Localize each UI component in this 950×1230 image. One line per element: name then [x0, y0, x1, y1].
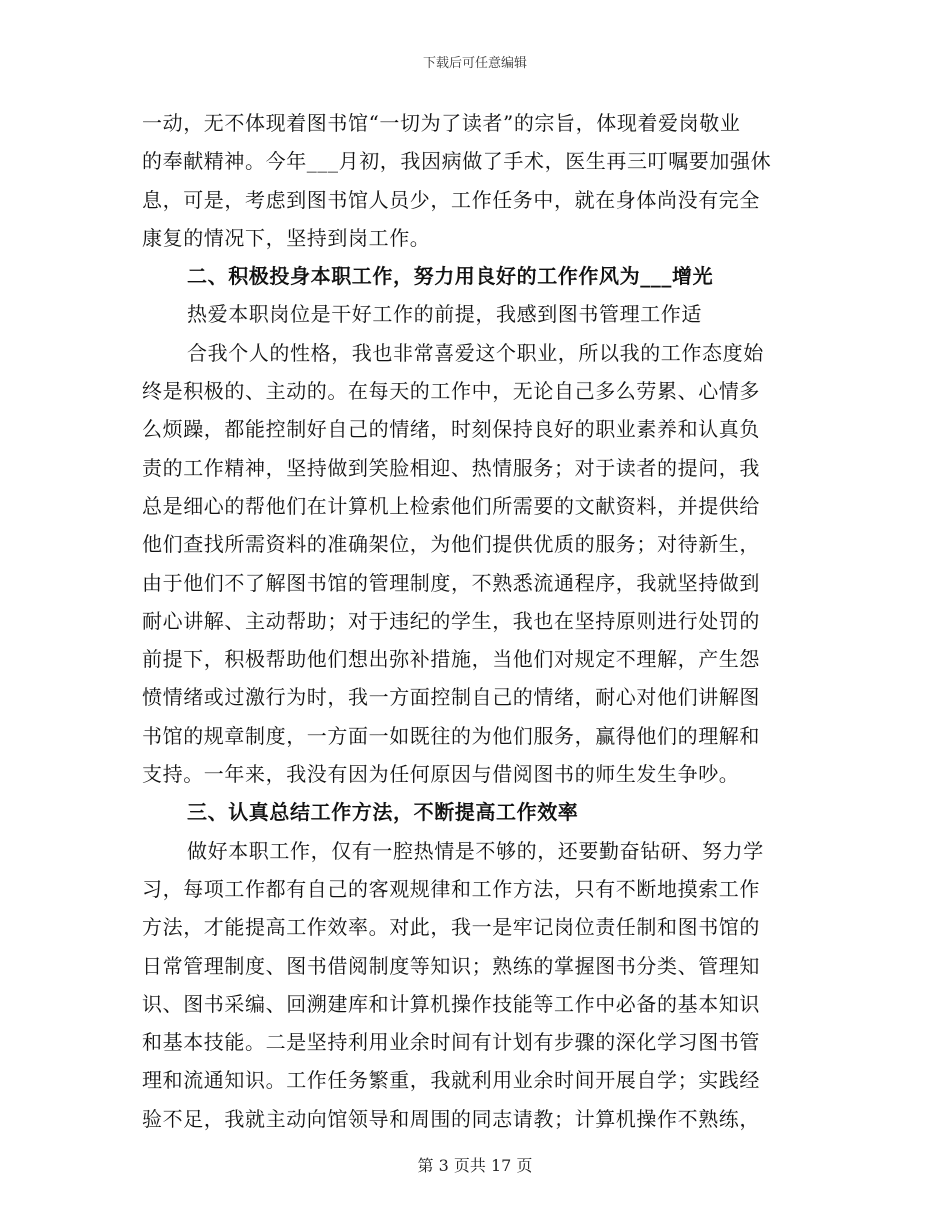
body-text-line: 书馆的规章制度，一方面一如既往的为他们服务，赢得他们的理解和: [142, 723, 760, 748]
body-text-line: 热爱本职岗位是干好工作的前提，我感到图书管理工作适: [187, 302, 702, 327]
body-text-line: 日常管理制度、图书借阅制度等知识；熟练的掌握图书分类、管理知: [142, 953, 760, 978]
body-text-line: 他们查找所需资料的准确架位，为他们提供优质的服务；对待新生，: [142, 532, 760, 557]
section-heading: 三、认真总结工作方法，不断提高工作效率: [187, 800, 579, 825]
body-text-line: 息，可是，考虑到图书馆人员少，工作任务中，就在身体尚没有完全: [142, 187, 760, 212]
body-text-line: 前提下，积极帮助他们想出弥补措施，当他们对规定不理解，产生怨: [142, 647, 760, 672]
body-text-line: 和基本技能。二是坚持利用业余时间有计划有步骤的深化学习图书管: [142, 1030, 760, 1055]
body-text-line: 一动，无不体现着图书馆“一切为了读者”的宗旨，体现着爱岗敬业: [142, 111, 741, 135]
body-text-line: 理和流通知识。工作任务繁重，我就利用业余时间开展自学；实践经: [142, 1068, 760, 1093]
body-text-line: 识、图书采编、回溯建库和计算机操作技能等工作中必备的基本知识: [142, 991, 760, 1016]
body-text-line: 康复的情况下，坚持到岗工作。: [142, 225, 431, 250]
body-text-line: 合我个人的性格，我也非常喜爱这个职业，所以我的工作态度始: [187, 340, 764, 365]
page-number-footer: 第 3 页共 17 页: [417, 1156, 533, 1175]
body-text-line: 习，每项工作都有自己的客观规律和工作方法，只有不断地摸索工作: [142, 876, 760, 901]
body-text-line: 做好本职工作，仅有一腔热情是不够的，还要勤奋钻研、努力学: [187, 838, 764, 863]
section-heading: 二、积极投身本职工作，努力用良好的工作作风为___增光: [187, 264, 714, 289]
body-text-line: 终是积极的、主动的。在每天的工作中，无论自己多么劳累、心情多: [142, 379, 760, 404]
body-text-line: 愤情绪或过激行为时，我一方面控制自己的情绪，耐心对他们讲解图: [142, 685, 760, 710]
body-text-line: 么烦躁，都能控制好自己的情绪，时刻保持良好的职业素养和认真负: [142, 417, 760, 442]
body-text-line: 由于他们不了解图书馆的管理制度，不熟悉流通程序，我就坚持做到: [142, 570, 760, 595]
body-text-line: 方法，才能提高工作效率。对此，我一是牢记岗位责任制和图书馆的: [142, 915, 760, 940]
body-text-line: 的奉献精神。今年___月初，我因病做了手术，医生再三叮嘱要加强休: [142, 149, 772, 174]
body-text-line: 总是细心的帮他们在计算机上检索他们所需要的文献资料，并提供给: [142, 493, 760, 518]
body-text-line: 耐心讲解、主动帮助；对于违纪的学生，我也在坚持原则进行处罚的: [142, 608, 760, 633]
body-text-line: 支持。一年来，我没有因为任何原因与借阅图书的师生发生争吵。: [142, 762, 740, 787]
body-text-line: 责的工作精神，坚持做到笑脸相迎、热情服务；对于读者的提问，我: [142, 455, 760, 480]
document-body: [142, 104, 802, 1138]
body-text-line: 验不足，我就主动向馆领导和周围的同志请教；计算机操作不熟练，: [142, 1106, 760, 1131]
page-header: 下载后可任意编辑: [422, 56, 527, 71]
